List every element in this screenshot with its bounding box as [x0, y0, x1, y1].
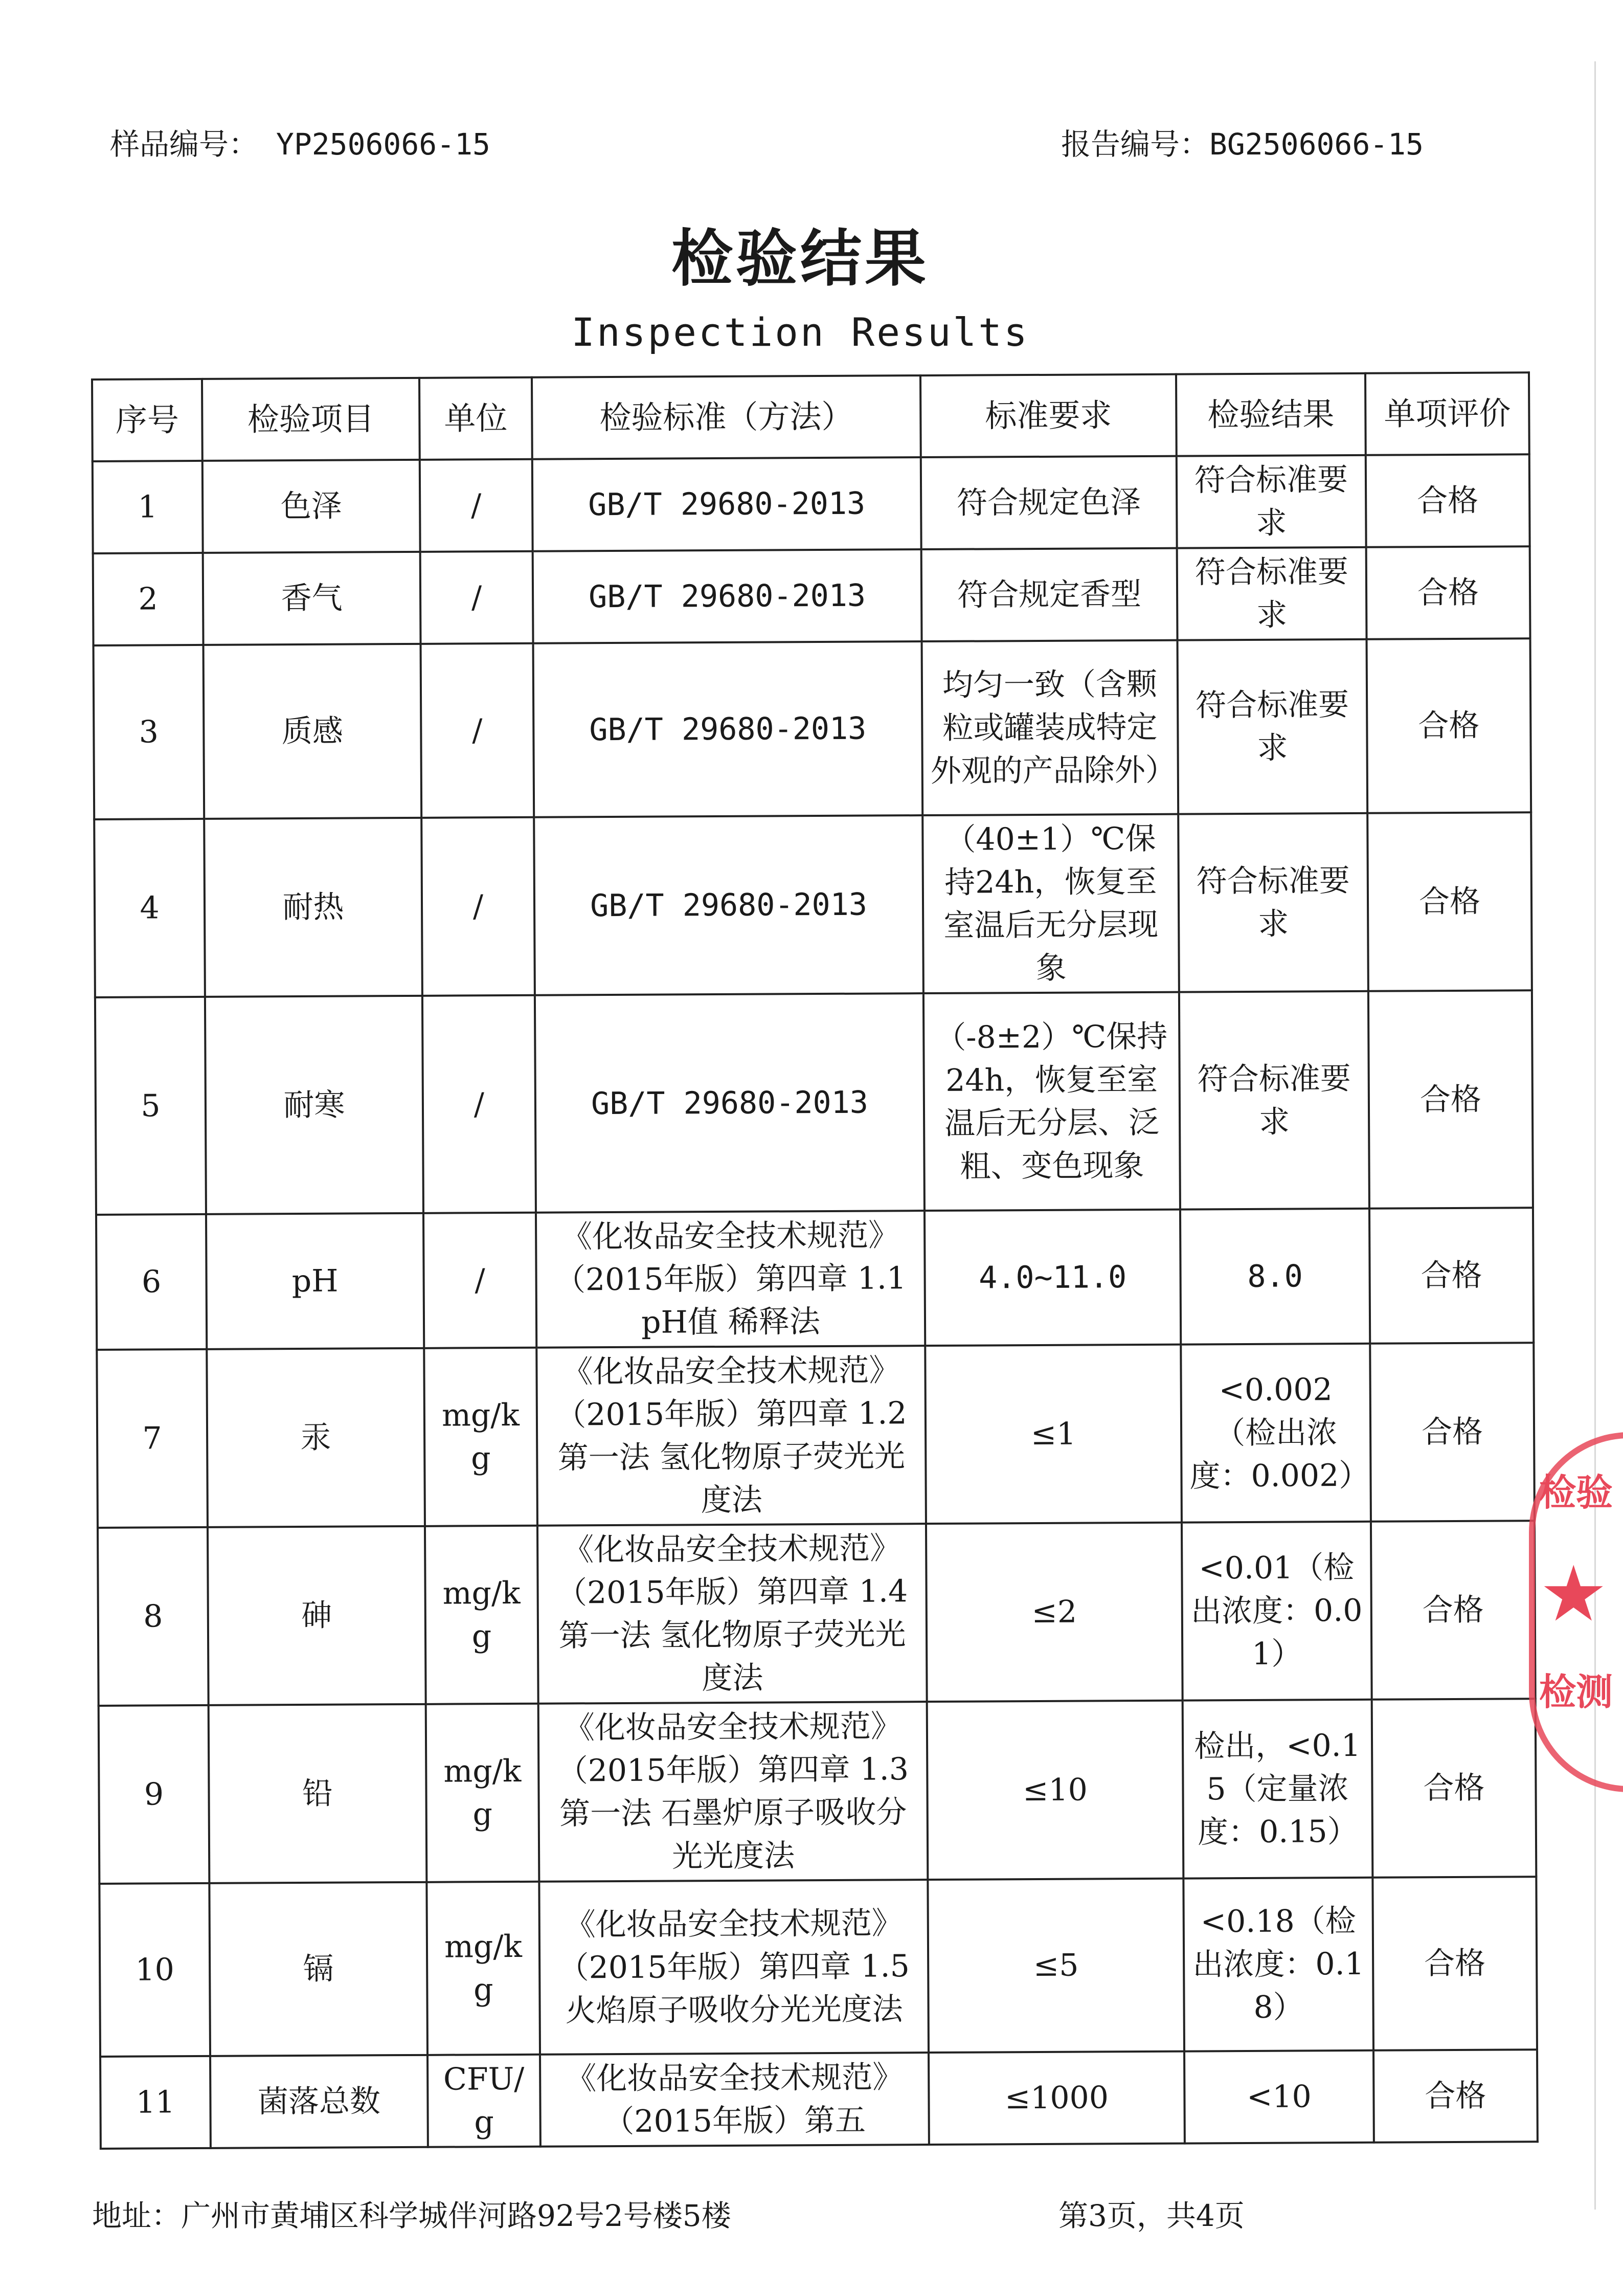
- cell-method: GB/T 29680-2013: [533, 549, 922, 643]
- cell-method: GB/T 29680-2013: [535, 993, 925, 1213]
- cell-item: 汞: [207, 1348, 425, 1527]
- cell-item: 耐寒: [205, 996, 423, 1214]
- table-row: [94, 638, 1531, 819]
- cell-evaluation: 合格: [1366, 454, 1530, 547]
- footer-page-number: 第3页，共4页: [1058, 2198, 1245, 2233]
- page-edge-shadow: [1594, 61, 1596, 2210]
- cell-no: 7: [97, 1349, 208, 1528]
- cell-requirement: 符合规定色泽: [921, 456, 1177, 549]
- cell-no: 1: [93, 461, 203, 553]
- col-header-requirement: 标准要求: [920, 374, 1177, 457]
- cell-unit: /: [421, 643, 534, 818]
- cell-result: 符合标准要求: [1178, 813, 1368, 992]
- cell-evaluation: 合格: [1373, 2049, 1538, 2143]
- cell-evaluation: 合格: [1367, 638, 1531, 813]
- seal-text-top: 检验: [1539, 1470, 1613, 1514]
- cell-no: 3: [94, 645, 205, 819]
- cell-item: 香气: [203, 552, 421, 645]
- table-row: [95, 990, 1533, 1215]
- cell-no: 10: [99, 1883, 210, 2057]
- footer-address: 地址：广州市黄埔区科学城伴河路92号2号楼5楼: [92, 2198, 731, 2233]
- cell-requirement: （40±1）℃保持24h，恢复至室温后无分层现象: [922, 814, 1179, 993]
- cell-unit: mg/kg: [426, 1704, 539, 1882]
- col-header-no: 序号: [92, 379, 202, 461]
- cell-item: 色泽: [202, 460, 420, 553]
- cell-no: 4: [94, 819, 205, 997]
- cell-item: 镉: [209, 1882, 427, 2056]
- table-row: [93, 454, 1530, 553]
- cell-item: pH: [206, 1213, 424, 1349]
- report-number: 报告编号：BG2506066-15: [1061, 127, 1424, 162]
- cell-evaluation: 合格: [1370, 1343, 1535, 1522]
- results-table: [91, 371, 1539, 2150]
- cell-method: 《化妆品安全技术规范》（2015年版）第五: [540, 2053, 929, 2147]
- cell-requirement: ≤2: [926, 1523, 1183, 1702]
- cell-no: 9: [99, 1705, 210, 1884]
- table-row: [100, 2049, 1538, 2149]
- cell-method: GB/T 29680-2013: [532, 457, 921, 551]
- cell-method: 《化妆品安全技术规范》（2015年版）第四章 1.2第一法 氢化物原子荧光光度法: [536, 1346, 926, 1526]
- table-row: [96, 1208, 1534, 1350]
- cell-item: 耐热: [204, 818, 422, 997]
- cell-method: 《化妆品安全技术规范》（2015年版）第四章 1.5 火焰原子吸收分光光度法: [539, 1880, 929, 2055]
- cell-requirement: ≤1000: [929, 2052, 1185, 2145]
- cell-evaluation: 合格: [1372, 1699, 1537, 1878]
- cell-unit: /: [421, 817, 535, 996]
- cell-result: 符合标准要求: [1177, 455, 1366, 548]
- cell-requirement: 均匀一致（含颗粒或罐装成特定外观的产品除外）: [922, 640, 1179, 815]
- cell-no: 11: [100, 2056, 211, 2149]
- cell-result: <0.18（检出浓度：0.18）: [1183, 1878, 1373, 2052]
- cell-no: 2: [93, 553, 204, 645]
- cell-no: 8: [98, 1527, 209, 1706]
- table-row: [99, 1699, 1537, 1884]
- cell-unit: CFU/g: [427, 2055, 540, 2147]
- cell-evaluation: 合格: [1371, 1521, 1536, 1700]
- cell-unit: /: [420, 459, 533, 552]
- cell-requirement: ≤10: [927, 1701, 1184, 1880]
- cell-no: 5: [95, 997, 206, 1215]
- cell-result: <0.002（检出浓度：0.002）: [1181, 1344, 1371, 1523]
- cell-no: 6: [96, 1214, 207, 1350]
- col-header-unit: 单位: [419, 377, 532, 460]
- cell-method: 《化妆品安全技术规范》（2015年版）第四章 1.3 第一法 石墨炉原子吸收分光光度法: [538, 1702, 928, 1882]
- cell-unit: /: [422, 995, 536, 1213]
- table-row: [93, 546, 1530, 645]
- table-row: [99, 1877, 1537, 2057]
- cell-requirement: （-8±2）℃保持24h，恢复至室温后无分层、泛粗、变色现象: [923, 992, 1180, 1211]
- seal-star-icon: ★: [1539, 1550, 1608, 1639]
- cell-unit: mg/kg: [425, 1526, 538, 1704]
- cell-evaluation: 合格: [1368, 990, 1533, 1209]
- col-header-result: 检验结果: [1176, 373, 1366, 456]
- cell-method: GB/T 29680-2013: [534, 815, 923, 995]
- table-header-row: [92, 372, 1529, 461]
- cell-requirement: 4.0~11.0: [925, 1210, 1181, 1346]
- cell-unit: mg/kg: [424, 1348, 537, 1526]
- col-header-item: 检验项目: [202, 378, 420, 461]
- cell-result: <10: [1184, 2050, 1374, 2144]
- cell-result: 符合标准要求: [1178, 639, 1368, 814]
- cell-result: 检出，<0.15（定量浓度：0.15）: [1183, 1700, 1373, 1879]
- cell-item: 铅: [209, 1704, 427, 1883]
- cell-result: 8.0: [1180, 1209, 1370, 1345]
- cell-method: 《化妆品安全技术规范》（2015年版）第四章 1.4第一法 氢化物原子荧光光度法: [537, 1524, 927, 1704]
- cell-evaluation: 合格: [1367, 812, 1532, 991]
- cell-unit: /: [423, 1213, 536, 1348]
- cell-result: 符合标准要求: [1177, 547, 1367, 640]
- table-row: [97, 1343, 1535, 1528]
- cell-result: 符合标准要求: [1179, 991, 1369, 1210]
- table-row: [98, 1521, 1536, 1706]
- col-header-method: 检验标准（方法）: [532, 375, 921, 459]
- cell-item: 质感: [204, 644, 422, 819]
- cell-requirement: ≤5: [928, 1879, 1184, 2053]
- sample-number: 样品编号： YP2506066-15: [110, 127, 490, 162]
- cell-method: GB/T 29680-2013: [533, 641, 923, 817]
- cell-method: 《化妆品安全技术规范》（2015年版）第四章 1.1 pH值 稀释法: [536, 1211, 925, 1348]
- cell-requirement: ≤1: [925, 1345, 1182, 1524]
- cell-result: <0.01（检出浓度：0.01）: [1182, 1522, 1372, 1701]
- seal-text-bottom: 检测: [1539, 1670, 1613, 1713]
- cell-evaluation: 合格: [1369, 1208, 1534, 1344]
- page-subtitle: Inspection Results: [571, 309, 1029, 355]
- cell-unit: /: [420, 551, 533, 644]
- cell-requirement: 符合规定香型: [921, 548, 1178, 641]
- cell-evaluation: 合格: [1372, 1877, 1537, 2050]
- cell-item: 砷: [208, 1526, 426, 1705]
- cell-unit: mg/kg: [426, 1882, 540, 2055]
- col-header-evaluation: 单项评价: [1365, 372, 1529, 455]
- cell-evaluation: 合格: [1366, 546, 1530, 639]
- table-row: [94, 812, 1532, 997]
- page-title: 检验结果: [671, 222, 929, 295]
- cell-item: 菌落总数: [210, 2055, 428, 2148]
